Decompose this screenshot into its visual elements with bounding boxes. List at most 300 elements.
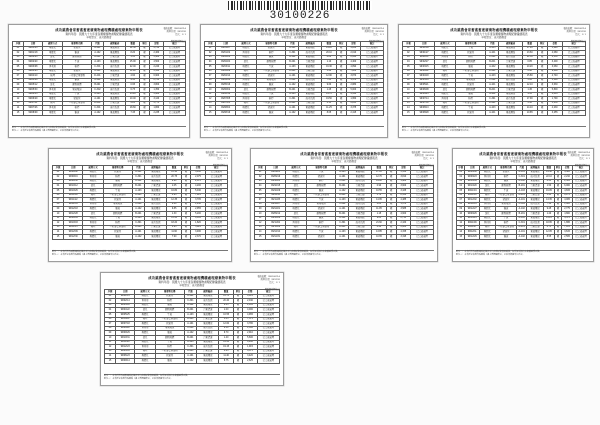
table-cell: 噸	[336, 101, 346, 106]
table-cell: 19.15	[219, 345, 233, 350]
table-cell: 再利用	[83, 175, 104, 180]
table-cell: 東部環保	[299, 55, 322, 60]
sheet-meta-page: 頁次：1 / 1	[175, 34, 186, 37]
table-cell: 東部環保	[145, 230, 167, 235]
table-cell: 7,125	[562, 225, 573, 230]
column-header: 序號	[13, 42, 24, 47]
table-cell: 12.70	[372, 175, 387, 180]
records-table	[12, 41, 186, 116]
table-cell: 4,080	[547, 51, 562, 56]
table-cell: 22.40	[126, 65, 140, 70]
table-cell: 台東清運	[197, 336, 219, 341]
table-cell: B-201	[518, 212, 525, 215]
table-cell: A-101	[518, 231, 525, 234]
table-cell: 堆肥化	[135, 303, 156, 308]
table-cell: 成功資源	[349, 202, 372, 207]
table-cell: 99/01/07	[216, 46, 236, 51]
table-cell: 噸	[233, 308, 243, 313]
table-cell: 17.10	[372, 170, 387, 175]
table-cell: 已完成處理	[361, 88, 384, 93]
table-cell: 已完成處理	[257, 331, 279, 336]
table-cell: 已完成處理	[411, 202, 434, 207]
table-cell: 豬糞尿	[495, 198, 517, 203]
column-header: 處理方式	[434, 42, 456, 47]
table-cell: 7.35	[322, 78, 337, 83]
table-cell: 99/12/28	[64, 212, 83, 217]
table-cell: 噸	[140, 74, 149, 79]
sheet-header	[254, 152, 434, 164]
table-cell: 03	[457, 179, 465, 184]
table-cell: 2,565	[562, 235, 573, 240]
table-cell: 噸	[140, 88, 149, 93]
table-cell: 噸	[140, 78, 149, 83]
table-cell: 13	[105, 349, 116, 354]
table-cell: 已完成處理	[562, 97, 585, 102]
table-cell: 雞糞	[257, 55, 286, 60]
table-cell: 99/12/21	[266, 207, 286, 212]
sheet-meta-category-label: 廢棄物種類統計	[264, 289, 280, 291]
table-cell: B-201	[132, 212, 145, 217]
table-cell: 堆肥化	[83, 216, 104, 221]
table-cell: 一般事業廢棄物	[63, 101, 91, 106]
table-cell: 2,910	[243, 331, 257, 336]
footer-note: 附註一：本表所列各項數據係依據各月份處理紀錄彙總編製，如有疑義請洽本會輔導課查詢。	[254, 251, 340, 254]
table-cell: 10	[255, 212, 266, 217]
form-sheet	[200, 24, 388, 138]
table-cell: 台東清運	[527, 212, 544, 217]
table-cell: 東部環保	[104, 46, 126, 51]
column-header: 單位	[181, 166, 191, 171]
records-table	[254, 165, 434, 240]
column-header: 備註	[562, 42, 585, 47]
column-header: 金額	[562, 166, 573, 171]
column-header: 序號	[205, 42, 216, 47]
table-cell: 10	[105, 336, 116, 341]
barcode-number: 30100226	[269, 10, 331, 22]
table-cell: 東部環保	[104, 78, 126, 83]
sheet-footer-notes	[254, 250, 434, 257]
table-cell: 噸	[336, 106, 346, 111]
footer-note: 附註二：本表經查核無誤後陳報上級主管機關備查，並副知相關單位存查。	[456, 254, 525, 257]
table-cell: 噸	[386, 212, 396, 217]
table-cell: 一般事業廢棄物	[495, 225, 517, 230]
table-cell: 台東清運	[197, 317, 219, 322]
table-cell: 1.10	[322, 60, 337, 65]
table-cell: 已完成處理	[205, 225, 227, 230]
table-cell: 99/09/29	[116, 331, 135, 336]
table-cell: 噸	[140, 65, 149, 70]
table-cell: 1.35	[126, 55, 140, 60]
table-cell: 1.40	[219, 336, 233, 341]
table-cell: 1,300	[243, 326, 257, 331]
table-cell: 99/08/22	[116, 326, 135, 331]
table-cell: 99/05/21	[414, 83, 434, 88]
sheet-meta-page: 頁次：1 / 1	[269, 282, 280, 285]
table-cell: 堆肥化	[285, 175, 306, 180]
table-cell: A-101	[336, 235, 349, 240]
table-cell: 11.60	[167, 230, 181, 235]
table-cell: 99/11/02	[266, 221, 286, 226]
table-cell: 09	[457, 207, 465, 212]
table-cell: 再利用	[235, 97, 256, 102]
table-cell: 02	[105, 299, 116, 304]
table-cell: 3,780	[243, 322, 257, 327]
table-cell: 成功資源	[299, 78, 322, 83]
sheet-meta-print-date: 列印日期：99/12/31	[166, 31, 186, 34]
table-cell: 已完成處理	[205, 189, 227, 194]
form-sheet	[398, 24, 590, 138]
table-cell: 1.15	[372, 212, 387, 217]
table-cell: 東部環保	[104, 60, 126, 65]
table-cell: 1,370	[396, 202, 411, 207]
table-cell: 雞糞	[63, 111, 91, 116]
table-cell: 稻稈	[103, 221, 132, 226]
table-cell: 06	[105, 317, 116, 322]
table-cell: 再利用	[235, 78, 256, 83]
table-cell: 13	[457, 225, 465, 230]
table-cell: 15	[457, 235, 465, 240]
table-cell: 4,000	[243, 308, 257, 313]
table-cell: 99/11/04	[465, 189, 480, 194]
table-cell: 噸	[233, 345, 243, 350]
sheet-meta-category-label: 廢棄物種類統計	[368, 41, 384, 43]
sheet-footer-notes	[104, 374, 280, 381]
column-header: 代碼	[286, 42, 299, 47]
sheet-meta-print-date: 列印日期：99/12/31	[566, 31, 586, 34]
column-header: 數量	[126, 42, 140, 47]
table-cell: 東部環保	[299, 74, 322, 79]
table-cell: 堆肥化	[83, 230, 104, 235]
table-cell: 4,635	[191, 216, 205, 221]
table-cell: 2,640	[346, 55, 361, 60]
table-cell: 成功資源	[197, 345, 219, 350]
table-cell: 台東清運	[145, 225, 167, 230]
table-cell: 雞糞	[63, 78, 91, 83]
column-header: 金額	[243, 290, 257, 295]
table-cell: 3,600	[396, 184, 411, 189]
table-cell: 4,815	[562, 189, 573, 194]
table-cell: 噸	[233, 359, 243, 364]
table-cell: 噸	[181, 216, 191, 221]
table-cell: 台東清運	[349, 193, 372, 198]
footer-note: 附註一：本表所列各項數據係依據各月份處理紀錄彙總編製，如有疑義請洽本會輔導課查詢。	[456, 251, 542, 254]
column-header: 處理廠商	[299, 42, 322, 47]
table-cell: 02	[53, 175, 64, 180]
table-cell: A-103	[286, 92, 299, 97]
table-cell: 噸	[140, 106, 149, 111]
table-cell: 已完成處理	[163, 97, 185, 102]
table-cell: 台東清運	[104, 101, 126, 106]
table-cell: 東部環保	[499, 74, 522, 79]
sheet-meta-print-date: 列印日期：99/12/31	[208, 155, 228, 158]
table-cell: 掩埋	[42, 74, 62, 79]
sheet-unit-line: 申報單位：成功鎮農會	[331, 160, 357, 164]
table-cell: 03	[13, 55, 24, 60]
table-cell: 稻稈	[155, 299, 184, 304]
sheet-subtitle: 資料年度：民國九十九年度各類廢棄物處理紀錄彙總報表	[260, 32, 328, 36]
table-cell: 13.35	[544, 198, 555, 203]
table-cell: 堆肥化	[42, 46, 62, 51]
table-cell: 21.30	[522, 55, 537, 60]
table-cell: 東部環保	[104, 92, 126, 97]
table-cell: 噸	[537, 65, 547, 70]
table-cell: 99/05/03	[414, 78, 434, 83]
table-cell: 14.20	[322, 46, 337, 51]
table-cell: 已完成處理	[163, 111, 185, 116]
column-header: 廢棄物名稱	[63, 42, 91, 47]
barcode-top	[228, 1, 372, 21]
table-cell: 堆肥化	[285, 198, 306, 203]
column-header: 廢棄物名稱	[307, 166, 336, 171]
table-cell: 堆肥化	[42, 51, 62, 56]
table-cell: 04	[13, 60, 24, 65]
sheet-inner	[402, 28, 586, 134]
table-cell: 99/12/11	[465, 230, 480, 235]
table-cell: 台東清運	[104, 74, 126, 79]
table-cell: 已完成處理	[573, 216, 590, 221]
table-cell: 14	[255, 230, 266, 235]
table-cell: 牛糞	[456, 74, 486, 79]
table-cell: 11.40	[219, 354, 233, 359]
table-cell: 04	[205, 60, 216, 65]
table-cell: 焚化	[135, 308, 156, 313]
table-cell: 東部環保	[527, 207, 544, 212]
table-cell: 99/06/19	[216, 92, 236, 97]
column-header: 代碼	[91, 42, 104, 47]
table-cell: 噸	[537, 69, 547, 74]
column-header: 廢棄物名稱	[257, 42, 286, 47]
table-cell: 一般事業廢棄物	[103, 225, 132, 230]
sheet-meta-form-no: 表格編號：99010022-6	[563, 28, 586, 30]
table-cell: 東部環保	[299, 111, 322, 116]
table-cell: 稻稈	[495, 221, 517, 226]
table-cell: 雞糞	[155, 331, 184, 336]
table-cell: 噸	[336, 69, 346, 74]
table-cell: A-103	[486, 74, 499, 79]
table-cell: 一般事業廢棄物	[456, 69, 486, 74]
table-cell: 15	[105, 359, 116, 364]
column-header: 備註	[573, 166, 590, 171]
table-cell: 堆肥化	[285, 207, 306, 212]
table-cell: 東部環保	[527, 230, 544, 235]
table-cell: A-101	[132, 170, 145, 175]
table-cell: 6,600	[396, 225, 411, 230]
sheet-title: 成功鎮農會家畜禽畜產廢棄物處理機構處理廢棄物申報表	[96, 152, 184, 156]
table-cell: 東部環保	[197, 322, 219, 327]
table-cell: A-102	[518, 235, 525, 238]
table-cell: 3,750	[149, 46, 163, 51]
table-cell: 東部環保	[299, 106, 322, 111]
table-cell: 04	[403, 60, 415, 65]
table-cell: 成功資源	[299, 51, 322, 56]
records-table	[204, 41, 384, 116]
table-cell: 雞糞	[155, 359, 184, 364]
table-cell: 3,480	[191, 230, 205, 235]
column-header: 數量	[544, 166, 555, 171]
table-cell: 再利用	[135, 345, 156, 350]
table-cell: 2,210	[562, 175, 573, 180]
table-cell: A-102	[336, 189, 349, 194]
table-cell: 5,200	[191, 212, 205, 217]
table-cell: 11.25	[322, 106, 337, 111]
table-cell: D-401	[91, 74, 104, 79]
table-cell: 已完成處理	[361, 78, 384, 83]
table-cell: A-101	[132, 230, 145, 235]
table-cell: 10.65	[372, 235, 387, 240]
table-cell: 堆肥化	[83, 235, 104, 240]
table-cell: 堆肥化	[235, 83, 256, 88]
table-cell: 台東清運	[299, 69, 322, 74]
table-cell: 8.90	[167, 179, 181, 184]
table-row	[105, 359, 280, 364]
table-cell: 果菜殘渣	[456, 78, 486, 83]
column-header: 處理方式	[285, 166, 306, 171]
table-cell: 99/04/01	[414, 69, 434, 74]
table-cell: 噸	[554, 184, 561, 189]
table-cell: 2,240	[149, 65, 163, 70]
table-cell: 5.70	[372, 193, 387, 198]
table-cell: 已完成處理	[361, 74, 384, 79]
table-cell: 6.50	[219, 326, 233, 331]
table-cell: 1,860	[149, 106, 163, 111]
column-header: 數量	[167, 166, 181, 171]
table-cell: D-401	[486, 69, 499, 74]
table-cell: 3,400	[547, 60, 562, 65]
table-cell: 99/02/24	[216, 60, 236, 65]
table-cell: 9,600	[547, 69, 562, 74]
table-cell: 10.55	[372, 189, 387, 194]
sheet-meta-print-date: 列印日期：99/12/31	[414, 155, 434, 158]
table-cell: 東部環保	[104, 97, 126, 102]
table-cell: 1,820	[191, 221, 205, 226]
table-cell: 10.40	[126, 97, 140, 102]
table-cell: 9.35	[522, 92, 537, 97]
table-cell: 一般事業廢棄物	[257, 69, 286, 74]
table-cell: 99/05/25	[116, 313, 135, 318]
table-cell: 豬糞尿	[456, 51, 486, 56]
table-cell: 已完成處理	[562, 46, 585, 51]
column-header: 日期	[216, 42, 236, 47]
table-cell: 08	[255, 202, 266, 207]
table-cell: 已完成處理	[361, 92, 384, 97]
table-cell: 台東清運	[299, 88, 322, 93]
table-cell: 12.05	[544, 230, 555, 235]
table-cell: 08	[205, 78, 216, 83]
table-cell: 3,420	[243, 354, 257, 359]
column-header: 日期	[414, 42, 434, 47]
table-cell: A-103	[486, 46, 499, 51]
table-cell: 噸	[336, 46, 346, 51]
table-cell: 99/10/26	[64, 189, 83, 194]
table-cell: 14.10	[522, 106, 537, 111]
table-cell: 稻稈	[257, 51, 286, 56]
table-cell: 已完成處理	[257, 303, 279, 308]
table-cell: 豬糞尿	[103, 230, 132, 235]
table-cell: 99/04/14	[216, 74, 236, 79]
table-cell: 01	[255, 170, 266, 175]
table-cell: 雞糞	[307, 189, 336, 194]
table-cell: 05	[53, 189, 64, 194]
table-cell: 12	[457, 221, 465, 226]
table-cell: 06	[53, 193, 64, 198]
table-cell: 噸	[386, 225, 396, 230]
table-cell: 12.60	[219, 322, 233, 327]
table-cell: 噸	[140, 111, 149, 116]
table-cell: 成功資源	[104, 65, 126, 70]
table-cell: 台東清運	[145, 212, 167, 217]
table-cell: D-401	[336, 225, 349, 230]
table-cell: 噸	[554, 221, 561, 226]
table-cell: 4.40	[372, 225, 387, 230]
table-cell: 已完成處理	[257, 336, 279, 341]
table-cell: 已完成處理	[562, 78, 585, 83]
table-cell: 5,130	[396, 170, 411, 175]
table-cell: 焚化	[83, 184, 104, 189]
table-cell: 已完成處理	[573, 225, 590, 230]
sheet-meta-form-no: 表格編號：99010022-6	[205, 152, 228, 154]
sheet-unit-line: 申報單位：成功鎮農會	[86, 36, 112, 40]
table-cell: 99/07/05	[216, 97, 236, 102]
table-cell: 99/08/13	[414, 106, 434, 111]
table-cell: A-102	[286, 55, 299, 60]
table-cell: 掩埋	[285, 193, 306, 198]
table-cell: 堆肥化	[434, 83, 456, 88]
table-cell: 噸	[386, 202, 396, 207]
table-cell: 99/02/27	[414, 60, 434, 65]
table-cell: 東部環保	[197, 331, 219, 336]
table-cell: 堆肥化	[42, 78, 62, 83]
table-cell: 一般事業廢棄物	[307, 225, 336, 230]
table-cell: 15	[53, 235, 64, 240]
table-cell: 15	[403, 111, 415, 116]
table-cell: 一般事業廢棄物	[257, 101, 286, 106]
table-cell: 10.85	[522, 111, 537, 116]
table-cell: 9.70	[219, 331, 233, 336]
table-cell: 稻稈	[307, 179, 336, 184]
table-cell: 堆肥化	[285, 216, 306, 221]
table-cell: 堆肥化	[83, 198, 104, 203]
table-cell: 11	[105, 340, 116, 345]
table-cell: 已完成處理	[573, 198, 590, 203]
table-cell: 02	[403, 51, 415, 56]
column-header: 處理廠商	[145, 166, 167, 171]
sheet-meta	[205, 152, 228, 161]
table-cell: 噸	[140, 92, 149, 97]
table-cell: 3,540	[149, 69, 163, 74]
table-cell: C-301	[91, 65, 104, 70]
table-cell: 99/06/25	[414, 92, 434, 97]
table-cell: 06	[457, 193, 465, 198]
column-header: 處理方式	[235, 42, 256, 47]
table-cell: 08	[403, 78, 415, 83]
table-cell: A-102	[132, 207, 145, 212]
table-cell: A-103	[132, 216, 145, 221]
table-cell: B-201	[91, 55, 104, 60]
table-cell: 2,160	[396, 221, 411, 226]
column-header: 金額	[149, 42, 163, 47]
table-cell: 已完成處理	[205, 202, 227, 207]
table-cell: C-301	[518, 175, 525, 178]
table-cell: 已完成處理	[411, 225, 434, 230]
table-cell: 成功資源	[527, 221, 544, 226]
table-cell: 噸	[233, 294, 243, 299]
table-cell: 噸	[336, 97, 346, 102]
table-cell: 99/09/14	[116, 359, 135, 364]
sheet-meta	[563, 28, 586, 37]
table-cell: 成功資源	[197, 299, 219, 304]
table-cell: 04	[105, 308, 116, 313]
table-cell: A-101	[336, 207, 349, 212]
